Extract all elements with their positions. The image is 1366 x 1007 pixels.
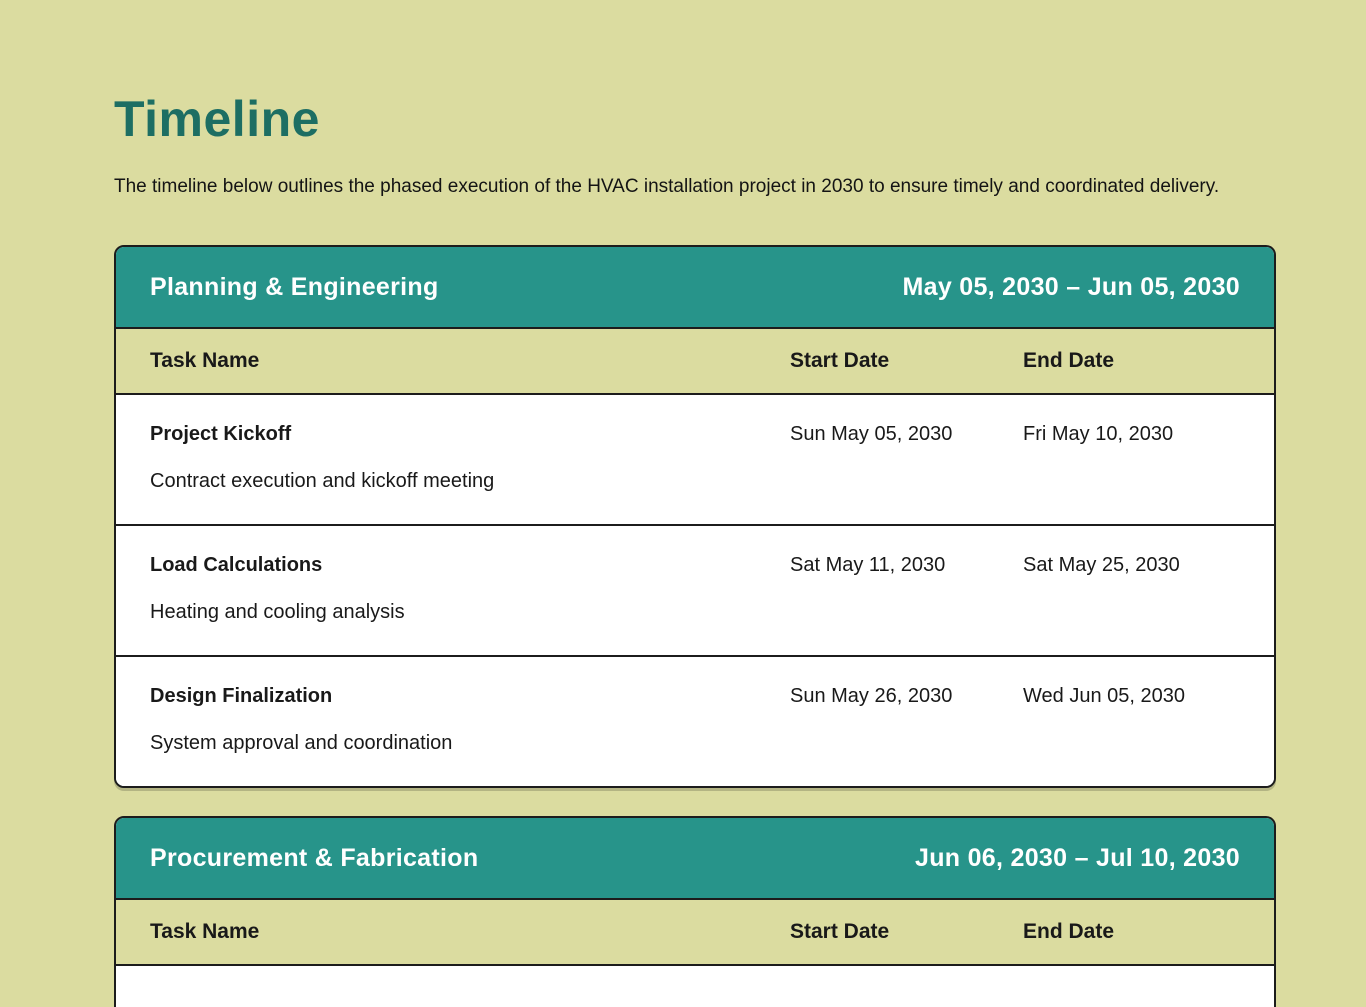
task-end-date: Sat May 25, 2030 xyxy=(1023,554,1180,576)
phase-header xyxy=(116,247,1274,329)
task-description: Heating and cooling analysis xyxy=(150,601,405,623)
phase-list xyxy=(114,245,1276,1007)
column-end-date: End Date xyxy=(1023,920,1115,943)
phase-section xyxy=(114,245,1276,788)
phase-name: Procurement & Fabrication xyxy=(150,843,479,872)
column-start-date: Start Date xyxy=(790,920,890,943)
task-cell xyxy=(150,422,790,493)
page-title: Timeline xyxy=(114,91,320,147)
timeline-page xyxy=(114,92,1276,1007)
column-header-row xyxy=(116,900,1274,966)
column-end-date: End Date xyxy=(1023,349,1115,372)
phase-date-range: Jun 06, 2030 – Jul 10, 2030 xyxy=(915,843,1240,872)
task-name: Design Finalization xyxy=(150,685,333,707)
task-start-date: Sun May 26, 2030 xyxy=(790,685,953,707)
task-name: Load Calculations xyxy=(150,554,323,576)
task-rows xyxy=(116,395,1274,786)
task-start-date: Sat May 11, 2030 xyxy=(790,554,946,576)
task-row xyxy=(116,395,1274,524)
column-header-row xyxy=(116,329,1274,395)
task-row xyxy=(116,524,1274,655)
page-intro: The timeline below outlines the phased execution of the HVAC installation project in 2030 to ensure timely and coordinated delivery. xyxy=(114,176,1220,197)
column-start-date: Start Date xyxy=(790,349,890,372)
task-row xyxy=(116,655,1274,786)
phase-section xyxy=(114,816,1276,1007)
phase-header xyxy=(116,818,1274,900)
task-name: Project Kickoff xyxy=(150,423,292,445)
phase-date-range: May 05, 2030 – Jun 05, 2030 xyxy=(902,272,1240,301)
task-end-date: Wed Jun 05, 2030 xyxy=(1023,685,1185,707)
task-start-date: Sun May 05, 2030 xyxy=(790,423,953,445)
task-end-date: Fri May 10, 2030 xyxy=(1023,423,1174,445)
task-description: Contract execution and kickoff meeting xyxy=(150,470,495,492)
phase-name: Planning & Engineering xyxy=(150,272,439,301)
task-cell xyxy=(150,684,790,755)
column-task-name: Task Name xyxy=(150,349,260,372)
task-description: System approval and coordination xyxy=(150,732,453,754)
task-row xyxy=(116,966,1274,1007)
task-cell xyxy=(150,553,790,624)
column-task-name: Task Name xyxy=(150,920,260,943)
task-rows xyxy=(116,966,1274,1007)
